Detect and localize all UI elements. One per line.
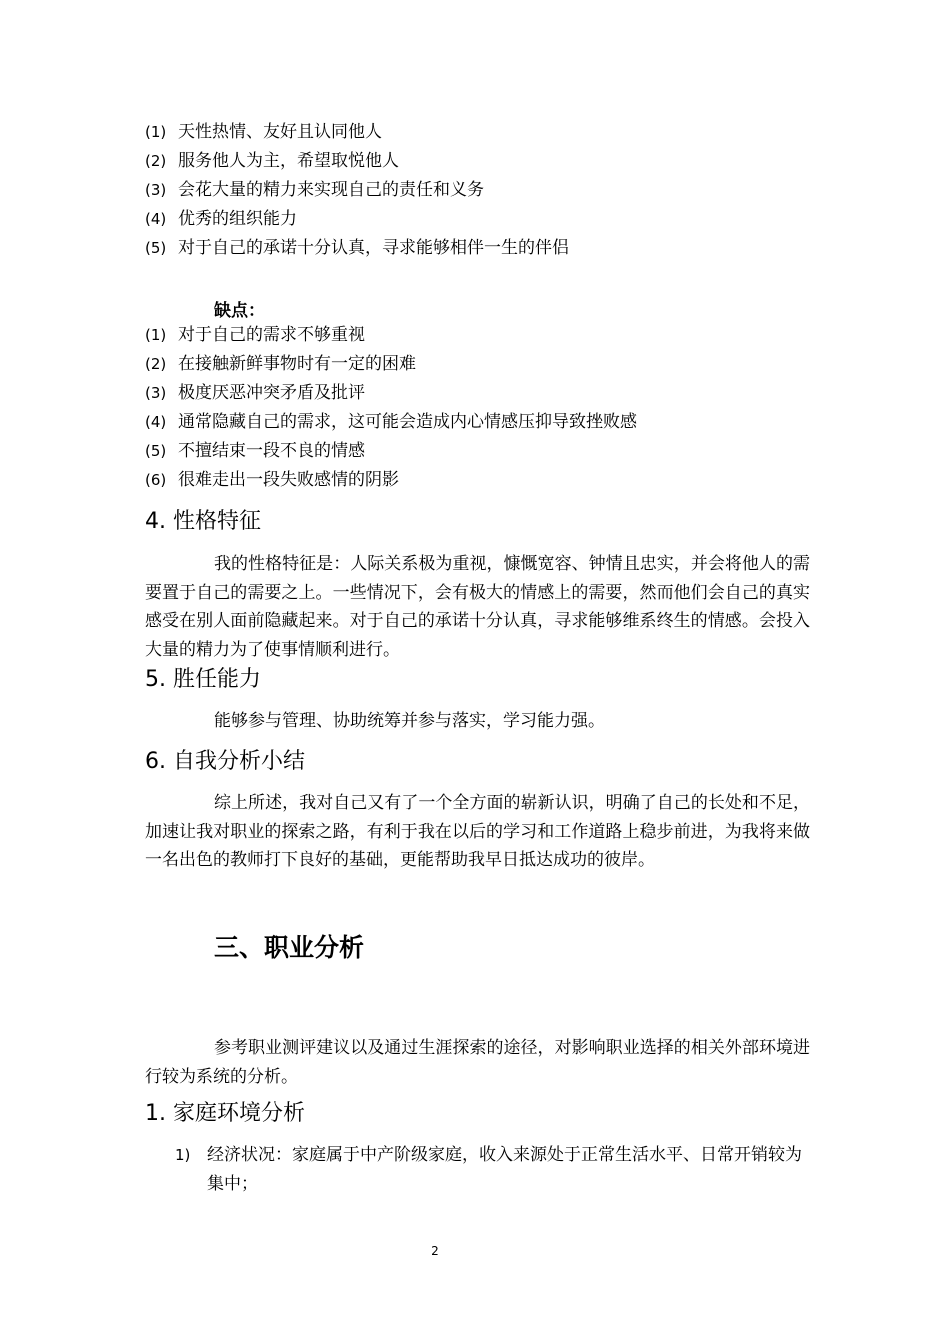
strength-item: [145, 121, 382, 143]
list-number: 1): [175, 1146, 191, 1164]
section-heading-summary: 6. 自我分析小结: [145, 749, 305, 774]
weakness-item: [145, 469, 399, 491]
list-text: 通常隐藏自己的需求，这可能会造成内心情感压抑导致挫败感: [178, 412, 637, 432]
list-number: (4): [145, 413, 167, 431]
list-number: (2): [145, 152, 167, 170]
list-number: (5): [145, 442, 167, 460]
list-text: 经济状况：家庭属于中产阶级家庭，收入来源处于正常生活水平、日常开销较为集中；: [207, 1145, 802, 1194]
list-text: 很难走出一段失败感情的阴影: [178, 470, 399, 490]
list-text: 天性热情、友好且认同他人: [178, 122, 382, 142]
list-text: 对于自己的需求不够重视: [178, 325, 365, 345]
section-heading-competency: 5. 胜任能力: [145, 667, 261, 692]
page-number: 2: [431, 1244, 439, 1258]
weakness-item: [145, 382, 365, 404]
list-number: (5): [145, 239, 167, 257]
list-number: (3): [145, 384, 167, 402]
strength-item: [145, 179, 484, 201]
list-number: (1): [145, 123, 167, 141]
strength-item: [145, 208, 297, 230]
list-text: 会花大量的精力来实现自己的责任和义务: [178, 180, 484, 200]
weakness-item: [145, 324, 365, 346]
chapter-intro-paragraph: 参考职业测评建议以及通过生涯探索的途径，对影响职业选择的相关外部环境进行较为系统的分析。: [145, 1038, 810, 1087]
weakness-item: [145, 411, 637, 433]
list-number: (3): [145, 181, 167, 199]
weakness-item: [145, 440, 365, 462]
strength-item: [145, 150, 399, 172]
section-heading-personality: 4. 性格特征: [145, 509, 261, 534]
weakness-item: [145, 353, 416, 375]
section-heading-family: 1. 家庭环境分析: [145, 1101, 305, 1126]
family-item: [175, 1141, 810, 1198]
chapter-title: 三、职业分析: [214, 933, 365, 962]
list-number: (2): [145, 355, 167, 373]
list-text: 在接触新鲜事物时有一定的困难: [178, 354, 416, 374]
list-text: 服务他人为主，希望取悦他人: [178, 151, 399, 171]
list-text: 不擅结束一段不良的情感: [178, 441, 365, 461]
list-number: (4): [145, 210, 167, 228]
list-text: 优秀的组织能力: [178, 209, 297, 229]
summary-paragraph: 综上所述，我对自己又有了一个全方面的崭新认识，明确了自己的长处和不足，加速让我对职业的探索之路，有利于我在以后的学习和工作道路上稳步前进，为我将来做一名出色的教师打下良好的基础，更能帮助我早日抵达成功的彼岸。: [145, 793, 810, 870]
list-text: 对于自己的承诺十分认真，寻求能够相伴一生的伴侣: [178, 238, 569, 258]
list-number: (6): [145, 471, 167, 489]
list-number: (1): [145, 326, 167, 344]
personality-paragraph: 我的性格特征是：人际关系极为重视，慷慨宽容、钟情且忠实，并会将他人的需要置于自己的需要之上。一些情况下，会有极大的情感上的需要，然而他们会自己的真实感受在别人面前隐藏起来。对于自己的承诺十分认真，寻求能够维系终生的情感。会投入大量的精力为了使事情顺利进行。: [145, 554, 810, 660]
list-text: 极度厌恶冲突矛盾及批评: [178, 383, 365, 403]
competency-paragraph: 能够参与管理、协助统筹并参与落实，学习能力强。: [214, 711, 605, 731]
weakness-title: 缺点：: [214, 301, 265, 321]
strength-item: [145, 237, 569, 259]
